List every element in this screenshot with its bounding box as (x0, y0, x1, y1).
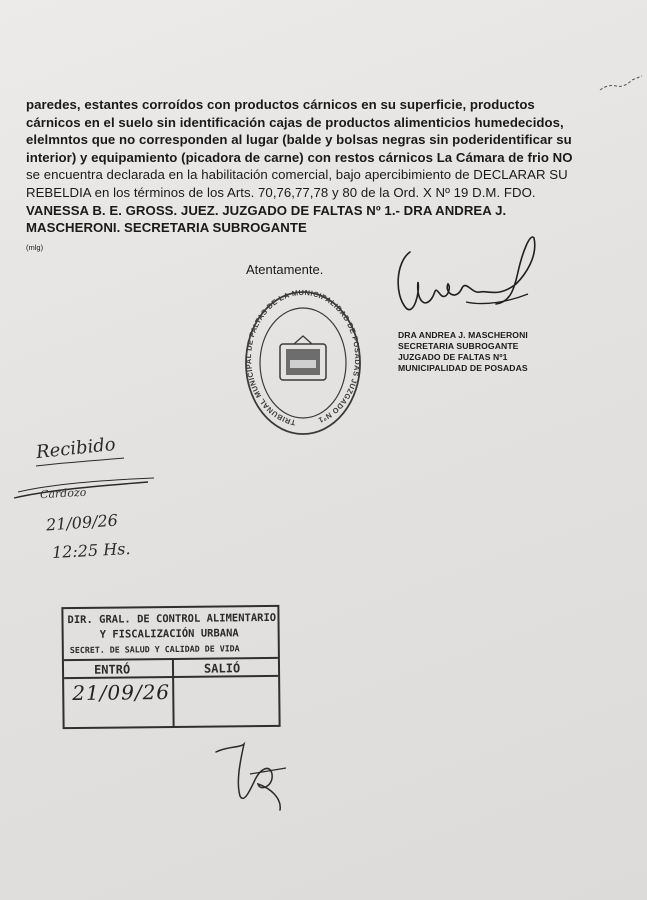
closing-salutation: Atentamente. (246, 262, 324, 277)
stamp-line-2: Y FISCALIZACIÓN URBANA (99, 627, 239, 641)
handwritten-received: Recibido (35, 433, 117, 464)
body-line-5: se encuentra declarada en la habilitación comercial, bajo apercibimiento de DECLARAR SU (26, 167, 568, 183)
body-line-3: elelmntos que no corresponden al lugar (balde y bolsas negras sin poderidentificar su (26, 132, 572, 148)
stamp-entro-date: 21/09/26 (72, 680, 171, 706)
notice-body-text (26, 96, 610, 237)
corner-scribble-mark (598, 70, 644, 96)
handwritten-time: 12:25 Hs. (51, 538, 131, 563)
tribunal-seal-stamp (244, 288, 362, 438)
body-line-4: interior) y equipamiento (picadora de carne) con restos cárnicos La Cámara de frio NO (26, 149, 573, 165)
handwritten-signature (388, 232, 548, 322)
svg-text:TRIBUNAL MUNICIPAL DE FALTAS D: TRIBUNAL MUNICIPAL DE FALTAS DE LA MUNICIPALIDAD DE POSADAS JUZGADO Nº1 (244, 288, 362, 428)
handwritten-initials-scribble (210, 738, 300, 813)
reception-stamp (61, 605, 280, 729)
stamp-line-3: SECRET. DE SALUD Y CALIDAD DE VIDA (69, 643, 240, 656)
handwritten-receiver-name: Cardozo (39, 485, 87, 502)
stamp-line-1: DIR. GRAL. DE CONTROL ALIMENTARIO (67, 611, 277, 627)
signatory-institution: MUNICIPALIDAD DE POSADAS (398, 363, 528, 373)
signatory-role: SECRETARIA SUBROGANTE (398, 341, 519, 351)
stamp-column-divider (172, 658, 175, 726)
body-line-7: VANESSA B. E. GROSS. JUEZ. JUZGADO DE FALTAS Nº 1.- DRA ANDREA J. (26, 202, 507, 218)
body-line-8: MASCHERONI. SECRETARIA SUBROGANTE (26, 220, 307, 236)
body-line-6: REBELDIA en los términos de los Arts. 70,76,77,78 y 80 de la Ord. X Nº 19 D.M. FDO. (26, 184, 536, 200)
stamp-salio-label: SALIÓ (203, 661, 241, 676)
signatory-name: DRA ANDREA J. MASCHERONI (398, 330, 528, 340)
typist-initials: (mlg) (26, 243, 44, 252)
stamp-salio-value (63, 607, 277, 609)
handwritten-date: 21/09/26 (45, 510, 119, 535)
stamp-entro-label: ENTRÓ (93, 662, 131, 677)
signatory-block (398, 330, 578, 374)
body-line-1: paredes, estantes corroídos con productos cárnicos en su superficie, productos (26, 97, 535, 112)
signatory-office: JUZGADO DE FALTAS Nº1 (398, 352, 508, 362)
body-line-2: cárnicos en el suelo sin identificación cajas de productos alimenticios humedecidos, (26, 114, 564, 130)
